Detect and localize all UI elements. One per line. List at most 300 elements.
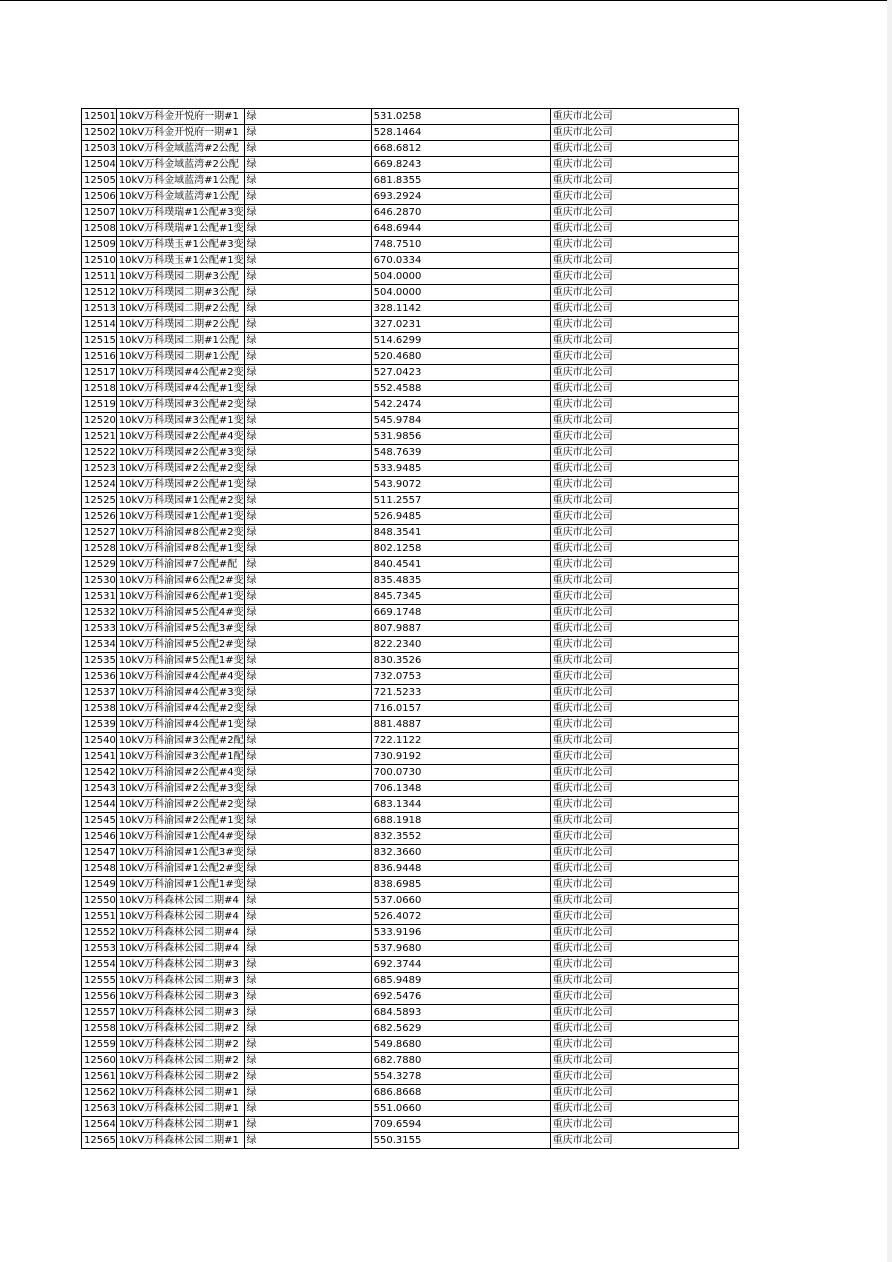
feeder-name-cell: 10kV万科金域蓝湾#1公配: [116, 189, 244, 205]
table-row: [82, 269, 739, 285]
table-row: [82, 605, 739, 621]
status-color-cell: 绿: [244, 573, 371, 589]
feeder-name-cell: 10kV万科渝园#2公配#4变: [116, 765, 244, 781]
status-color-cell: 绿: [244, 141, 371, 157]
row-id-cell: 12504: [82, 157, 117, 173]
value-cell: 693.2924: [371, 189, 550, 205]
value-cell: 722.1122: [371, 733, 550, 749]
company-cell: 重庆市北公司: [550, 749, 738, 765]
row-id-cell: 12514: [82, 317, 117, 333]
status-color-cell: 绿: [244, 717, 371, 733]
company-cell: 重庆市北公司: [550, 189, 738, 205]
company-cell: 重庆市北公司: [550, 765, 738, 781]
value-cell: 514.6299: [371, 333, 550, 349]
status-color-cell: 绿: [244, 477, 371, 493]
company-cell: 重庆市北公司: [550, 829, 738, 845]
row-id-cell: 12547: [82, 845, 117, 861]
status-color-cell: 绿: [244, 253, 371, 269]
value-cell: 545.9784: [371, 413, 550, 429]
company-cell: 重庆市北公司: [550, 1085, 738, 1101]
row-id-cell: 12519: [82, 397, 117, 413]
value-cell: 504.0000: [371, 269, 550, 285]
value-cell: 709.6594: [371, 1117, 550, 1133]
status-color-cell: 绿: [244, 109, 371, 125]
table-row: [82, 349, 739, 365]
value-cell: 682.5629: [371, 1021, 550, 1037]
value-cell: 835.4835: [371, 573, 550, 589]
company-cell: 重庆市北公司: [550, 125, 738, 141]
row-id-cell: 12525: [82, 493, 117, 509]
feeder-name-cell: 10kV万科渝园#5公配2#变: [116, 637, 244, 653]
row-id-cell: 12560: [82, 1053, 117, 1069]
feeder-name-cell: 10kV万科森林公园二期#4: [116, 925, 244, 941]
feeder-name-cell: 10kV万科璞园#2公配#2变: [116, 461, 244, 477]
company-cell: 重庆市北公司: [550, 621, 738, 637]
company-cell: 重庆市北公司: [550, 957, 738, 973]
company-cell: 重庆市北公司: [550, 157, 738, 173]
value-cell: 552.4588: [371, 381, 550, 397]
status-color-cell: 绿: [244, 1037, 371, 1053]
feeder-name-cell: 10kV万科森林公园二期#3: [116, 1005, 244, 1021]
value-cell: 807.9887: [371, 621, 550, 637]
company-cell: 重庆市北公司: [550, 845, 738, 861]
value-cell: 537.9680: [371, 941, 550, 957]
row-id-cell: 12529: [82, 557, 117, 573]
row-id-cell: 12555: [82, 973, 117, 989]
status-color-cell: 绿: [244, 173, 371, 189]
status-color-cell: 绿: [244, 445, 371, 461]
status-color-cell: 绿: [244, 941, 371, 957]
company-cell: 重庆市北公司: [550, 1021, 738, 1037]
row-id-cell: 12538: [82, 701, 117, 717]
company-cell: 重庆市北公司: [550, 349, 738, 365]
value-cell: 838.6985: [371, 877, 550, 893]
status-color-cell: 绿: [244, 1117, 371, 1133]
row-id-cell: 12506: [82, 189, 117, 205]
table-row: [82, 733, 739, 749]
status-color-cell: 绿: [244, 1085, 371, 1101]
value-cell: 845.7345: [371, 589, 550, 605]
company-cell: 重庆市北公司: [550, 141, 738, 157]
table-row: [82, 1037, 739, 1053]
company-cell: 重庆市北公司: [550, 925, 738, 941]
table-row: [82, 829, 739, 845]
feeder-name-cell: 10kV万科璞园二期#2公配: [116, 317, 244, 333]
row-id-cell: 12545: [82, 813, 117, 829]
value-cell: 840.4541: [371, 557, 550, 573]
value-cell: 668.6812: [371, 141, 550, 157]
row-id-cell: 12540: [82, 733, 117, 749]
row-id-cell: 12543: [82, 781, 117, 797]
feeder-name-cell: 10kV万科璞园#2公配#4变: [116, 429, 244, 445]
table-row: [82, 1133, 739, 1149]
row-id-cell: 12556: [82, 989, 117, 1005]
feeder-name-cell: 10kV万科璞园二期#3公配: [116, 269, 244, 285]
company-cell: 重庆市北公司: [550, 461, 738, 477]
company-cell: 重庆市北公司: [550, 237, 738, 253]
status-color-cell: 绿: [244, 701, 371, 717]
company-cell: 重庆市北公司: [550, 1117, 738, 1133]
value-cell: 688.1918: [371, 813, 550, 829]
company-cell: 重庆市北公司: [550, 637, 738, 653]
row-id-cell: 12536: [82, 669, 117, 685]
company-cell: 重庆市北公司: [550, 1133, 738, 1149]
status-color-cell: 绿: [244, 637, 371, 653]
value-cell: 533.9485: [371, 461, 550, 477]
page-top-border: [0, 0, 892, 1]
table-row: [82, 845, 739, 861]
table-row: [82, 109, 739, 125]
feeder-name-cell: 10kV万科渝园#5公配1#变: [116, 653, 244, 669]
value-cell: 706.1348: [371, 781, 550, 797]
table-row: [82, 125, 739, 141]
table-row: [82, 477, 739, 493]
table-row: [82, 317, 739, 333]
company-cell: 重庆市北公司: [550, 653, 738, 669]
row-id-cell: 12553: [82, 941, 117, 957]
row-id-cell: 12530: [82, 573, 117, 589]
company-cell: 重庆市北公司: [550, 413, 738, 429]
value-cell: 748.7510: [371, 237, 550, 253]
table-row: [82, 989, 739, 1005]
status-color-cell: 绿: [244, 973, 371, 989]
value-cell: 554.3278: [371, 1069, 550, 1085]
status-color-cell: 绿: [244, 797, 371, 813]
feeder-name-cell: 10kV万科渝园#1公配4#变: [116, 829, 244, 845]
status-color-cell: 绿: [244, 621, 371, 637]
feeder-name-cell: 10kV万科璞园#2公配#3变: [116, 445, 244, 461]
value-cell: 551.0660: [371, 1101, 550, 1117]
feeder-name-cell: 10kV万科璞园#3公配#1变: [116, 413, 244, 429]
status-color-cell: 绿: [244, 685, 371, 701]
row-id-cell: 12511: [82, 269, 117, 285]
value-cell: 328.1142: [371, 301, 550, 317]
table-row: [82, 525, 739, 541]
value-cell: 531.0258: [371, 109, 550, 125]
value-cell: 716.0157: [371, 701, 550, 717]
value-cell: 548.7639: [371, 445, 550, 461]
row-id-cell: 12561: [82, 1069, 117, 1085]
status-color-cell: 绿: [244, 813, 371, 829]
row-id-cell: 12527: [82, 525, 117, 541]
value-cell: 700.0730: [371, 765, 550, 781]
status-color-cell: 绿: [244, 157, 371, 173]
table-row: [82, 701, 739, 717]
feeder-name-cell: 10kV万科渝园#2公配#1变: [116, 813, 244, 829]
status-color-cell: 绿: [244, 493, 371, 509]
value-cell: 881.4887: [371, 717, 550, 733]
status-color-cell: 绿: [244, 653, 371, 669]
feeder-name-cell: 10kV万科渝园#6公配#1变: [116, 589, 244, 605]
company-cell: 重庆市北公司: [550, 1037, 738, 1053]
status-color-cell: 绿: [244, 397, 371, 413]
table-row: [82, 445, 739, 461]
feeder-name-cell: 10kV万科璞园二期#1公配: [116, 349, 244, 365]
feeder-name-cell: 10kV万科渝园#1公配2#变: [116, 861, 244, 877]
table-row: [82, 717, 739, 733]
status-color-cell: 绿: [244, 1133, 371, 1149]
table-row: [82, 877, 739, 893]
row-id-cell: 12534: [82, 637, 117, 653]
status-color-cell: 绿: [244, 541, 371, 557]
value-cell: 692.3744: [371, 957, 550, 973]
company-cell: 重庆市北公司: [550, 1005, 738, 1021]
company-cell: 重庆市北公司: [550, 493, 738, 509]
value-cell: 686.8668: [371, 1085, 550, 1101]
feeder-name-cell: 10kV万科森林公园二期#4: [116, 893, 244, 909]
row-id-cell: 12512: [82, 285, 117, 301]
status-color-cell: 绿: [244, 877, 371, 893]
value-cell: 648.6944: [371, 221, 550, 237]
value-cell: 531.9856: [371, 429, 550, 445]
status-color-cell: 绿: [244, 205, 371, 221]
status-color-cell: 绿: [244, 893, 371, 909]
company-cell: 重庆市北公司: [550, 173, 738, 189]
value-cell: 683.1344: [371, 797, 550, 813]
status-color-cell: 绿: [244, 381, 371, 397]
company-cell: 重庆市北公司: [550, 717, 738, 733]
status-color-cell: 绿: [244, 957, 371, 973]
feeder-name-cell: 10kV万科森林公园二期#3: [116, 973, 244, 989]
row-id-cell: 12557: [82, 1005, 117, 1021]
company-cell: 重庆市北公司: [550, 205, 738, 221]
row-id-cell: 12544: [82, 797, 117, 813]
row-id-cell: 12535: [82, 653, 117, 669]
status-color-cell: 绿: [244, 125, 371, 141]
status-color-cell: 绿: [244, 669, 371, 685]
row-id-cell: 12523: [82, 461, 117, 477]
value-cell: 527.0423: [371, 365, 550, 381]
table-row: [82, 909, 739, 925]
data-table: [81, 108, 739, 1149]
feeder-name-cell: 10kV万科金开悦府一期#1: [116, 125, 244, 141]
row-id-cell: 12562: [82, 1085, 117, 1101]
table-row: [82, 637, 739, 653]
company-cell: 重庆市北公司: [550, 1053, 738, 1069]
company-cell: 重庆市北公司: [550, 253, 738, 269]
table-row: [82, 669, 739, 685]
row-id-cell: 12522: [82, 445, 117, 461]
status-color-cell: 绿: [244, 589, 371, 605]
value-cell: 836.9448: [371, 861, 550, 877]
status-color-cell: 绿: [244, 525, 371, 541]
company-cell: 重庆市北公司: [550, 941, 738, 957]
table-row: [82, 749, 739, 765]
value-cell: 669.8243: [371, 157, 550, 173]
value-cell: 511.2557: [371, 493, 550, 509]
feeder-name-cell: 10kV万科璞园#1公配#2变: [116, 493, 244, 509]
value-cell: 692.5476: [371, 989, 550, 1005]
status-color-cell: 绿: [244, 925, 371, 941]
company-cell: 重庆市北公司: [550, 605, 738, 621]
feeder-name-cell: 10kV万科金开悦府一期#1: [116, 109, 244, 125]
row-id-cell: 12531: [82, 589, 117, 605]
value-cell: 526.4072: [371, 909, 550, 925]
table-row: [82, 813, 739, 829]
table-row: [82, 765, 739, 781]
feeder-name-cell: 10kV万科渝园#2公配#2变: [116, 797, 244, 813]
row-id-cell: 12532: [82, 605, 117, 621]
feeder-name-cell: 10kV万科璞玉#1公配#1变: [116, 253, 244, 269]
feeder-name-cell: 10kV万科渝园#6公配2#变: [116, 573, 244, 589]
company-cell: 重庆市北公司: [550, 509, 738, 525]
company-cell: 重庆市北公司: [550, 333, 738, 349]
company-cell: 重庆市北公司: [550, 285, 738, 301]
company-cell: 重庆市北公司: [550, 909, 738, 925]
company-cell: 重庆市北公司: [550, 557, 738, 573]
row-id-cell: 12559: [82, 1037, 117, 1053]
status-color-cell: 绿: [244, 845, 371, 861]
feeder-name-cell: 10kV万科璞园二期#1公配: [116, 333, 244, 349]
feeder-name-cell: 10kV万科渝园#4公配#1变: [116, 717, 244, 733]
table-row: [82, 237, 739, 253]
company-cell: 重庆市北公司: [550, 109, 738, 125]
company-cell: 重庆市北公司: [550, 317, 738, 333]
feeder-name-cell: 10kV万科森林公园二期#1: [116, 1085, 244, 1101]
feeder-name-cell: 10kV万科渝园#4公配#3变: [116, 685, 244, 701]
row-id-cell: 12551: [82, 909, 117, 925]
value-cell: 550.3155: [371, 1133, 550, 1149]
status-color-cell: 绿: [244, 413, 371, 429]
feeder-name-cell: 10kV万科森林公园二期#4: [116, 941, 244, 957]
company-cell: 重庆市北公司: [550, 989, 738, 1005]
row-id-cell: 12548: [82, 861, 117, 877]
row-id-cell: 12549: [82, 877, 117, 893]
value-cell: 528.1464: [371, 125, 550, 141]
table-row: [82, 653, 739, 669]
company-cell: 重庆市北公司: [550, 781, 738, 797]
row-id-cell: 12513: [82, 301, 117, 317]
table-row: [82, 397, 739, 413]
company-cell: 重庆市北公司: [550, 445, 738, 461]
company-cell: 重庆市北公司: [550, 669, 738, 685]
feeder-name-cell: 10kV万科金域蓝湾#2公配: [116, 157, 244, 173]
table-row: [82, 1053, 739, 1069]
feeder-name-cell: 10kV万科金域蓝湾#1公配: [116, 173, 244, 189]
row-id-cell: 12542: [82, 765, 117, 781]
company-cell: 重庆市北公司: [550, 733, 738, 749]
status-color-cell: 绿: [244, 1053, 371, 1069]
status-color-cell: 绿: [244, 989, 371, 1005]
company-cell: 重庆市北公司: [550, 477, 738, 493]
company-cell: 重庆市北公司: [550, 541, 738, 557]
company-cell: 重庆市北公司: [550, 973, 738, 989]
table-row: [82, 141, 739, 157]
table-row: [82, 205, 739, 221]
company-cell: 重庆市北公司: [550, 429, 738, 445]
table-row: [82, 413, 739, 429]
status-color-cell: 绿: [244, 1021, 371, 1037]
company-cell: 重庆市北公司: [550, 797, 738, 813]
status-color-cell: 绿: [244, 189, 371, 205]
row-id-cell: 12563: [82, 1101, 117, 1117]
row-id-cell: 12516: [82, 349, 117, 365]
value-cell: 504.0000: [371, 285, 550, 301]
company-cell: 重庆市北公司: [550, 525, 738, 541]
feeder-name-cell: 10kV万科森林公园二期#2: [116, 1037, 244, 1053]
feeder-name-cell: 10kV万科璞园#2公配#1变: [116, 477, 244, 493]
table-row: [82, 1005, 739, 1021]
table-row: [82, 973, 739, 989]
table-row: [82, 221, 739, 237]
value-cell: 537.0660: [371, 893, 550, 909]
feeder-name-cell: 10kV万科森林公园二期#1: [116, 1117, 244, 1133]
company-cell: 重庆市北公司: [550, 893, 738, 909]
table-row: [82, 301, 739, 317]
row-id-cell: 12528: [82, 541, 117, 557]
value-cell: 721.5233: [371, 685, 550, 701]
table-row: [82, 685, 739, 701]
table-row: [82, 557, 739, 573]
status-color-cell: 绿: [244, 1101, 371, 1117]
status-color-cell: 绿: [244, 733, 371, 749]
status-color-cell: 绿: [244, 301, 371, 317]
row-id-cell: 12508: [82, 221, 117, 237]
status-color-cell: 绿: [244, 365, 371, 381]
status-color-cell: 绿: [244, 237, 371, 253]
company-cell: 重庆市北公司: [550, 685, 738, 701]
company-cell: 重庆市北公司: [550, 877, 738, 893]
status-color-cell: 绿: [244, 269, 371, 285]
value-cell: 526.9485: [371, 509, 550, 525]
company-cell: 重庆市北公司: [550, 381, 738, 397]
row-id-cell: 12546: [82, 829, 117, 845]
table-row: [82, 589, 739, 605]
row-id-cell: 12564: [82, 1117, 117, 1133]
feeder-name-cell: 10kV万科渝园#5公配3#变: [116, 621, 244, 637]
value-cell: 549.8680: [371, 1037, 550, 1053]
value-cell: 685.9489: [371, 973, 550, 989]
status-color-cell: 绿: [244, 909, 371, 925]
company-cell: 重庆市北公司: [550, 589, 738, 605]
feeder-name-cell: 10kV万科璞瑞#1公配#3变: [116, 205, 244, 221]
feeder-name-cell: 10kV万科璞园二期#2公配: [116, 301, 244, 317]
row-id-cell: 12505: [82, 173, 117, 189]
table-row: [82, 573, 739, 589]
table-row: [82, 429, 739, 445]
row-id-cell: 12510: [82, 253, 117, 269]
feeder-name-cell: 10kV万科森林公园二期#4: [116, 909, 244, 925]
value-cell: 848.3541: [371, 525, 550, 541]
status-color-cell: 绿: [244, 317, 371, 333]
row-id-cell: 12520: [82, 413, 117, 429]
row-id-cell: 12507: [82, 205, 117, 221]
feeder-name-cell: 10kV万科金域蓝湾#2公配: [116, 141, 244, 157]
company-cell: 重庆市北公司: [550, 397, 738, 413]
feeder-name-cell: 10kV万科渝园#7公配#配: [116, 557, 244, 573]
feeder-name-cell: 10kV万科森林公园二期#2: [116, 1069, 244, 1085]
table-row: [82, 509, 739, 525]
value-cell: 684.5893: [371, 1005, 550, 1021]
company-cell: 重庆市北公司: [550, 701, 738, 717]
table-row: [82, 1085, 739, 1101]
feeder-name-cell: 10kV万科璞园#3公配#2变: [116, 397, 244, 413]
table-row: [82, 365, 739, 381]
company-cell: 重庆市北公司: [550, 1101, 738, 1117]
row-id-cell: 12550: [82, 893, 117, 909]
feeder-name-cell: 10kV万科渝园#1公配3#变: [116, 845, 244, 861]
feeder-name-cell: 10kV万科森林公园二期#1: [116, 1133, 244, 1149]
table-row: [82, 461, 739, 477]
table-row: [82, 621, 739, 637]
row-id-cell: 12526: [82, 509, 117, 525]
row-id-cell: 12558: [82, 1021, 117, 1037]
feeder-name-cell: 10kV万科渝园#8公配#1变: [116, 541, 244, 557]
value-cell: 802.1258: [371, 541, 550, 557]
feeder-name-cell: 10kV万科渝园#3公配#2配: [116, 733, 244, 749]
status-color-cell: 绿: [244, 829, 371, 845]
row-id-cell: 12501: [82, 109, 117, 125]
